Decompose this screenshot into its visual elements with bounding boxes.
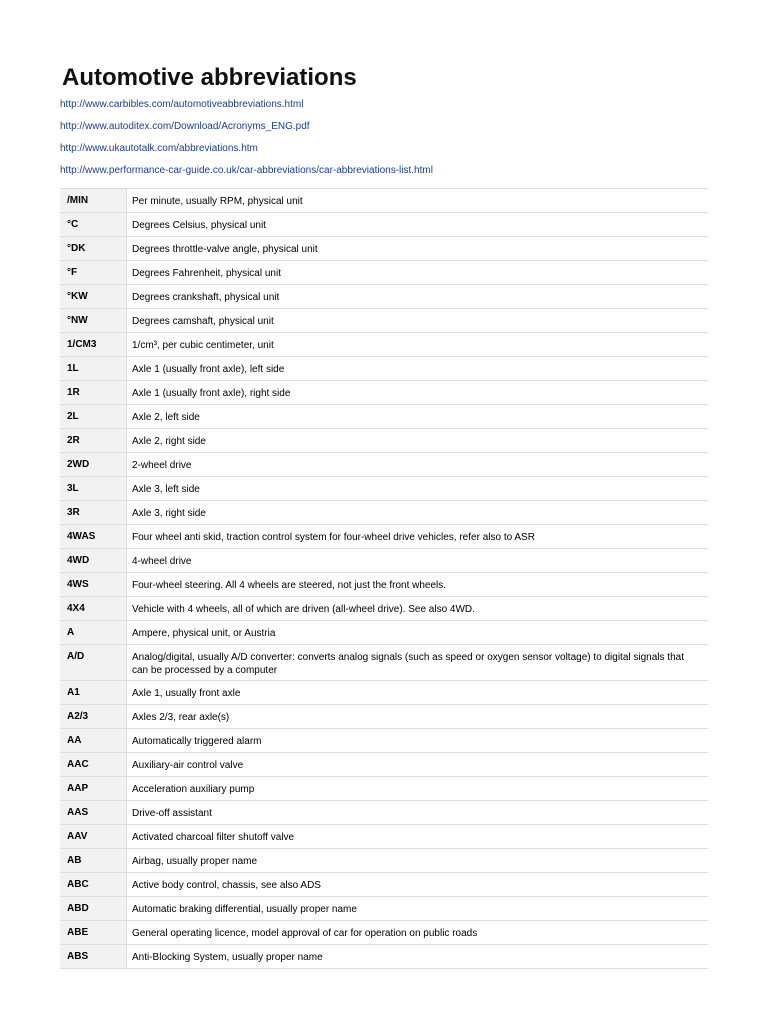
abbreviation-cell: 3L (60, 477, 127, 501)
abbreviation-cell: /MIN (60, 189, 127, 213)
definition-cell: Analog/digital, usually A/D converter: converts analog signals (such as speed or oxygen sensor voltage) to digital signals that can be processed by a computer (127, 645, 709, 681)
abbreviation-cell: °KW (60, 285, 127, 309)
table-row (60, 189, 708, 213)
abbreviation-cell: 4WAS (60, 525, 127, 549)
definition-cell: Degrees camshaft, physical unit (127, 309, 709, 333)
table-row (60, 573, 708, 597)
table-row (60, 597, 708, 621)
abbreviation-cell: A2/3 (60, 705, 127, 729)
definition-cell: Axle 2, left side (127, 405, 709, 429)
abbreviation-cell: A/D (60, 645, 127, 681)
abbreviation-cell: 4X4 (60, 597, 127, 621)
table-row (60, 897, 708, 921)
table-row (60, 921, 708, 945)
definition-cell: Automatically triggered alarm (127, 729, 709, 753)
definition-cell: Ampere, physical unit, or Austria (127, 621, 709, 645)
abbreviation-cell: 4WS (60, 573, 127, 597)
abbreviation-cell: °F (60, 261, 127, 285)
table-row (60, 213, 708, 237)
table-row (60, 945, 708, 969)
table-row (60, 825, 708, 849)
abbreviation-cell: ABD (60, 897, 127, 921)
abbreviation-cell: 3R (60, 501, 127, 525)
definition-cell: Axle 3, right side (127, 501, 709, 525)
table-row (60, 309, 708, 333)
source-link[interactable]: http://www.autoditex.com/Download/Acronyms_ENG.pdf (60, 121, 310, 132)
table-row (60, 381, 708, 405)
table-row (60, 645, 708, 681)
definition-cell: General operating licence, model approval of car for operation on public roads (127, 921, 709, 945)
abbreviation-cell: ABC (60, 873, 127, 897)
table-row (60, 525, 708, 549)
abbreviation-cell: A1 (60, 681, 127, 705)
definition-cell: Airbag, usually proper name (127, 849, 709, 873)
table-row (60, 261, 708, 285)
definition-cell: Vehicle with 4 wheels, all of which are driven (all-wheel drive). See also 4WD. (127, 597, 709, 621)
abbreviation-cell: 2R (60, 429, 127, 453)
definition-cell: Degrees crankshaft, physical unit (127, 285, 709, 309)
abbreviation-cell: AAC (60, 753, 127, 777)
abbreviation-cell: AAV (60, 825, 127, 849)
abbreviation-cell: 1L (60, 357, 127, 381)
page-title: Automotive abbreviations (62, 64, 357, 91)
definition-cell: Degrees Fahrenheit, physical unit (127, 261, 709, 285)
abbreviation-cell: 1R (60, 381, 127, 405)
table-row (60, 501, 708, 525)
abbreviation-cell: AB (60, 849, 127, 873)
table-row (60, 357, 708, 381)
abbreviation-cell: 1/CM3 (60, 333, 127, 357)
table-row (60, 237, 708, 261)
table-row (60, 621, 708, 645)
definition-cell: Axle 3, left side (127, 477, 709, 501)
definition-cell: Anti-Blocking System, usually proper name (127, 945, 709, 969)
definition-cell: Axle 1 (usually front axle), right side (127, 381, 709, 405)
definition-cell: 2-wheel drive (127, 453, 709, 477)
table-row (60, 453, 708, 477)
table-row (60, 849, 708, 873)
table-row (60, 681, 708, 705)
definition-cell: Axle 1, usually front axle (127, 681, 709, 705)
definition-cell: Degrees Celsius, physical unit (127, 213, 709, 237)
source-link[interactable]: http://www.ukautotalk.com/abbreviations.htm (60, 143, 258, 154)
table-row (60, 333, 708, 357)
abbreviation-cell: ABS (60, 945, 127, 969)
table-row (60, 705, 708, 729)
abbreviation-cell: AA (60, 729, 127, 753)
table-row (60, 285, 708, 309)
definition-cell: Four wheel anti skid, traction control system for four-wheel drive vehicles, refer also to ASR (127, 525, 709, 549)
abbreviation-cell: ABE (60, 921, 127, 945)
source-link[interactable]: http://www.performance-car-guide.co.uk/car-abbreviations/car-abbreviations-list.html (60, 165, 433, 176)
abbreviation-cell: A (60, 621, 127, 645)
table-row (60, 801, 708, 825)
abbreviations-table (60, 188, 708, 969)
definition-cell: Axles 2/3, rear axle(s) (127, 705, 709, 729)
definition-cell: Activated charcoal filter shutoff valve (127, 825, 709, 849)
abbreviation-cell: 4WD (60, 549, 127, 573)
abbreviation-cell: °DK (60, 237, 127, 261)
abbreviation-cell: 2WD (60, 453, 127, 477)
abbreviation-cell: °NW (60, 309, 127, 333)
definition-cell: Acceleration auxiliary pump (127, 777, 709, 801)
definition-cell: Automatic braking differential, usually proper name (127, 897, 709, 921)
definition-cell: Auxiliary-air control valve (127, 753, 709, 777)
table-row (60, 405, 708, 429)
definition-cell: Per minute, usually RPM, physical unit (127, 189, 709, 213)
definition-cell: 1/cm³, per cubic centimeter, unit (127, 333, 709, 357)
table-row (60, 477, 708, 501)
definition-cell: Axle 2, right side (127, 429, 709, 453)
abbreviation-cell: AAP (60, 777, 127, 801)
table-row (60, 753, 708, 777)
definition-cell: Degrees throttle-valve angle, physical unit (127, 237, 709, 261)
abbreviation-cell: °C (60, 213, 127, 237)
definition-cell: Four-wheel steering. All 4 wheels are steered, not just the front wheels. (127, 573, 709, 597)
table-row (60, 873, 708, 897)
definition-cell: Active body control, chassis, see also ADS (127, 873, 709, 897)
table-row (60, 429, 708, 453)
source-link[interactable]: http://www.carbibles.com/automotiveabbreviations.html (60, 99, 304, 110)
definition-cell: Axle 1 (usually front axle), left side (127, 357, 709, 381)
table-row (60, 729, 708, 753)
source-links (60, 98, 433, 186)
definition-cell: Drive-off assistant (127, 801, 709, 825)
abbreviation-cell: AAS (60, 801, 127, 825)
abbreviation-cell: 2L (60, 405, 127, 429)
definition-cell: 4-wheel drive (127, 549, 709, 573)
table-row (60, 777, 708, 801)
table-row (60, 549, 708, 573)
